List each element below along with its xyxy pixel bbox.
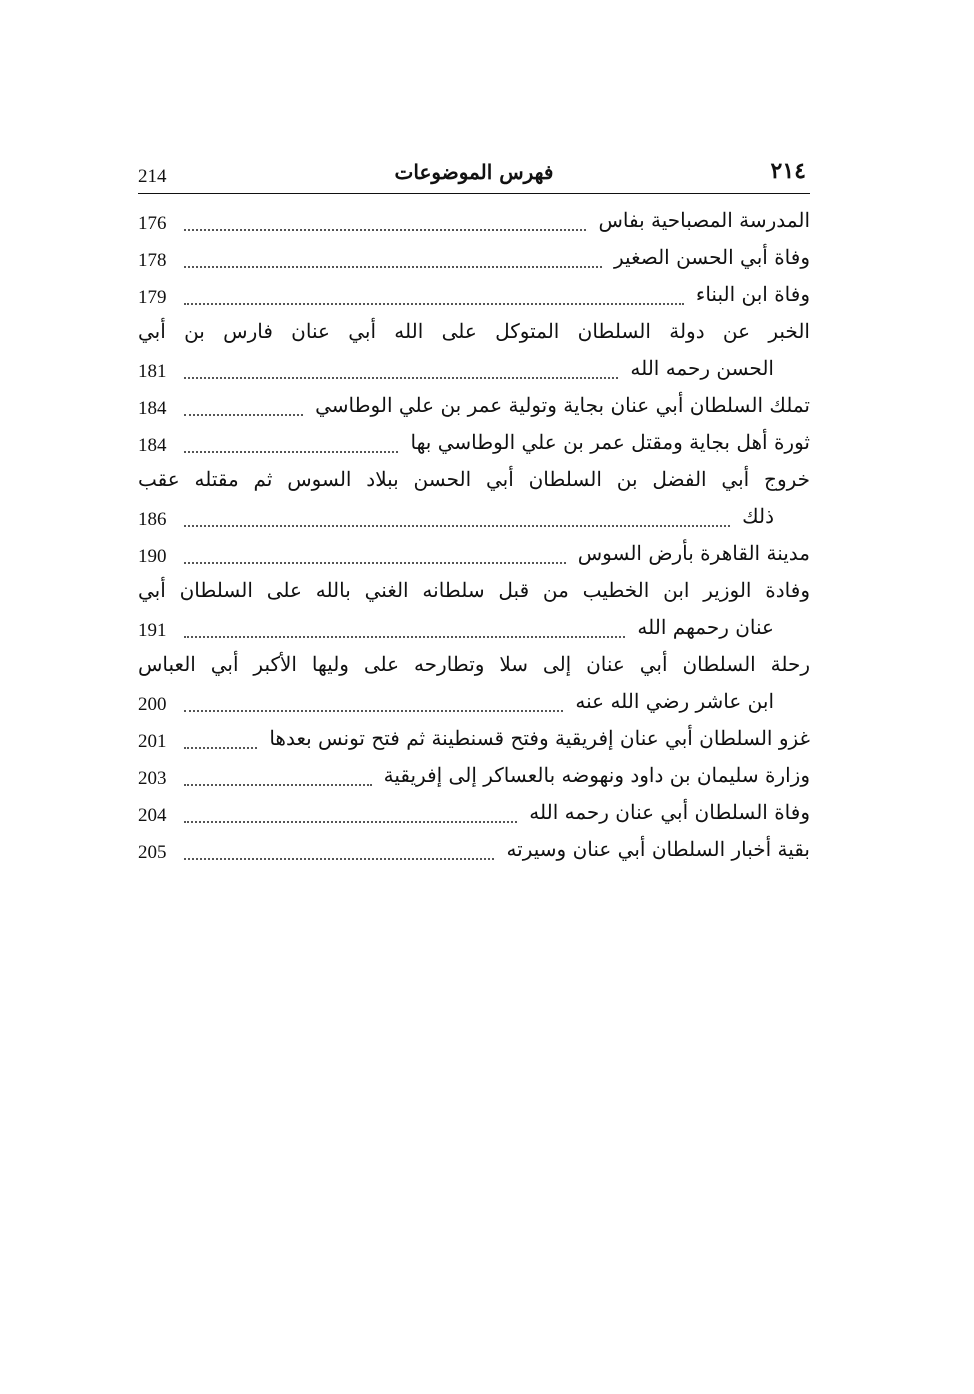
toc-entry — [138, 463, 810, 537]
toc-entry — [138, 796, 810, 833]
toc-entry — [138, 241, 810, 278]
entry-page-number: 190 — [138, 546, 167, 567]
entry-title: الحسن رحمه الله — [630, 356, 774, 380]
dot-leader — [184, 291, 684, 305]
table-of-contents — [138, 204, 810, 870]
entry-page-number: 184 — [138, 435, 167, 456]
toc-line — [138, 352, 810, 389]
toc-line — [138, 463, 810, 500]
dot-leader — [184, 772, 372, 786]
page-number-latin: 214 — [138, 166, 167, 187]
entry-title: عنان رحمهم الله — [637, 615, 774, 639]
entry-title: وفاة ابن البناء — [695, 282, 810, 306]
entry-title: وفاة السلطان أبي عنان رحمه الله — [529, 800, 810, 824]
entry-title: خروج أبي الفضل بن السلطان أبي الحسن ببلاد السوس ثم مقتله عقب — [138, 467, 810, 491]
toc-line — [138, 796, 810, 833]
entry-title: وفادة الوزير ابن الخطيب من قبل سلطانه الغني بالله على السلطان أبي — [138, 578, 810, 602]
dot-leader — [184, 809, 517, 823]
dot-leader — [184, 439, 398, 453]
toc-line — [138, 278, 810, 315]
entry-title: ابن عاشر رضي الله عنه — [575, 689, 774, 713]
entry-page-number: 203 — [138, 768, 167, 789]
dot-leader — [184, 217, 586, 231]
entry-page-number: 178 — [138, 250, 167, 271]
toc-entry — [138, 426, 810, 463]
dot-leader — [184, 846, 494, 860]
toc-entry — [138, 833, 810, 870]
entry-page-number: 186 — [138, 509, 167, 530]
toc-line — [138, 685, 810, 722]
entry-page-number: 205 — [138, 842, 167, 863]
toc-line — [138, 722, 810, 759]
dot-leader — [184, 513, 730, 527]
entry-title: مدينة القاهرة بأرض السوس — [577, 541, 810, 565]
entry-title: بقية أخبار السلطان أبي عنان وسيرته — [506, 837, 810, 861]
page-header — [138, 158, 810, 192]
entry-page-number: 181 — [138, 361, 167, 382]
toc-line — [138, 389, 810, 426]
toc-line — [138, 833, 810, 870]
header-rule — [138, 193, 810, 194]
toc-line — [138, 204, 810, 241]
dot-leader — [184, 624, 625, 638]
toc-line — [138, 574, 810, 611]
dot-leader — [184, 402, 303, 416]
toc-line — [138, 648, 810, 685]
entry-title: ذلك — [742, 504, 774, 528]
toc-entry — [138, 537, 810, 574]
dot-leader — [184, 735, 257, 749]
toc-line — [138, 241, 810, 278]
page-title: فهرس الموضوعات — [394, 160, 554, 184]
toc-line — [138, 759, 810, 796]
toc-line — [138, 500, 810, 537]
entry-page-number: 184 — [138, 398, 167, 419]
entry-page-number: 179 — [138, 287, 167, 308]
entry-title: الخبر عن دولة السلطان المتوكل على الله أبي عنان فارس بن أبي — [138, 319, 810, 343]
toc-line — [138, 611, 810, 648]
dot-leader — [184, 550, 566, 564]
toc-entry — [138, 574, 810, 648]
entry-title: وفاة أبي الحسن الصغير — [614, 245, 810, 269]
toc-entry — [138, 389, 810, 426]
entry-title: وزارة سليمان بن داود ونهوضه بالعساكر إلى إفريقية — [383, 763, 810, 787]
entry-page-number: 201 — [138, 731, 167, 752]
page-number-arabic: ٢١٤ — [770, 158, 806, 184]
entry-title: غزو السلطان أبي عنان إفريقية وفتح قسنطينة ثم فتح تونس بعدها — [269, 726, 810, 750]
dot-leader — [184, 365, 618, 379]
entry-page-number: 191 — [138, 620, 167, 641]
toc-line — [138, 315, 810, 352]
dot-leader — [184, 254, 602, 268]
toc-entry — [138, 204, 810, 241]
entry-title: تملك السلطان أبي عنان بجاية وتولية عمر بن علي الوطاسي — [315, 393, 810, 417]
dot-leader — [184, 698, 563, 712]
entry-title: المدرسة المصباحية بفاس — [598, 208, 810, 232]
entry-page-number: 200 — [138, 694, 167, 715]
toc-entry — [138, 722, 810, 759]
toc-entry — [138, 315, 810, 389]
entry-page-number: 204 — [138, 805, 167, 826]
toc-entry — [138, 759, 810, 796]
toc-line — [138, 426, 810, 463]
toc-line — [138, 537, 810, 574]
entry-title: ثورة أهل بجاية ومقتل عمر بن علي الوطاسي بها — [410, 430, 810, 454]
toc-entry — [138, 648, 810, 722]
toc-entry — [138, 278, 810, 315]
entry-page-number: 176 — [138, 213, 167, 234]
entry-title: رحلة السلطان أبي عنان إلى سلا وتطارحه على وليها الأكبر أبي العباس — [138, 652, 810, 676]
